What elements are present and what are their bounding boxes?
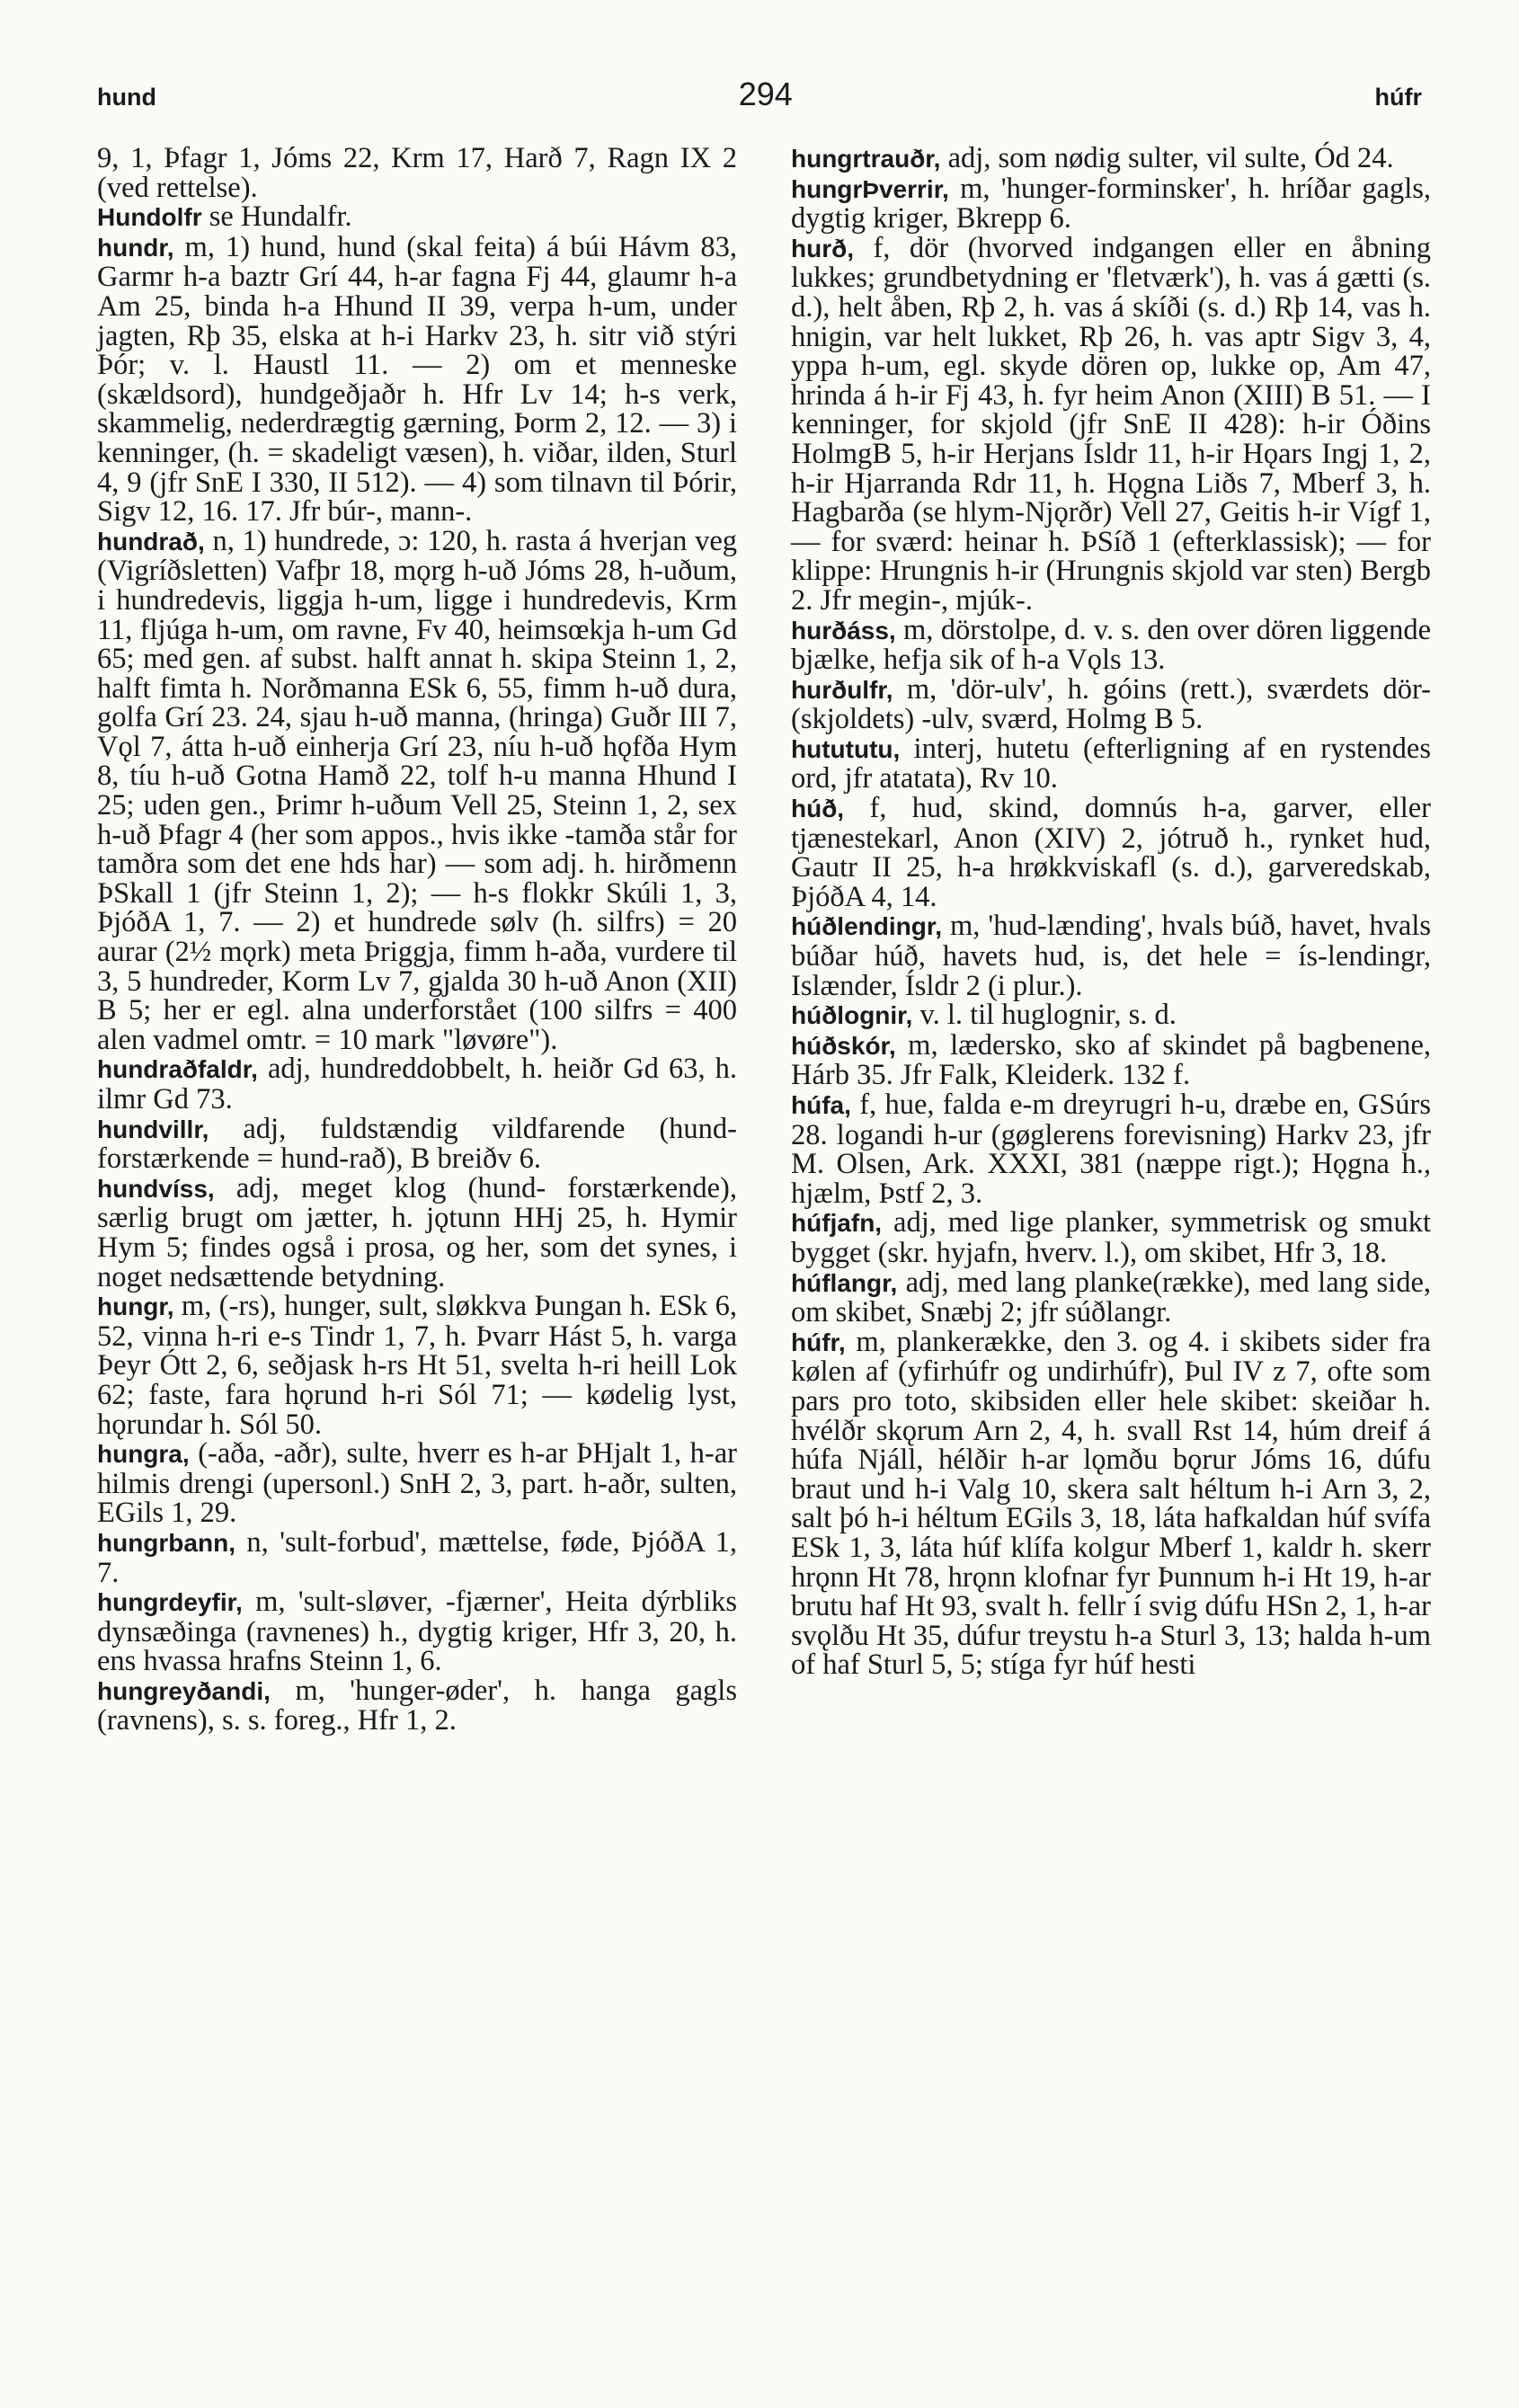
dictionary-entry xyxy=(97,1587,737,1676)
entry-headword: Hundolfr xyxy=(97,203,202,232)
entry-headword: hungrÞverrir, xyxy=(791,174,949,203)
dictionary-entry xyxy=(791,231,1431,617)
entry-headword: hungrtrauðr, xyxy=(791,145,941,173)
entry-headword: hurðáss, xyxy=(791,616,896,644)
dictionary-entry xyxy=(791,144,1431,174)
dictionary-entry xyxy=(97,1171,737,1293)
entry-definition: m, 'hud-lænding', hvals búð, havet, hvals búðar húð, havets hud, is, det hele = ís-lendingr, Islænder, Ísldr 2 (i plur.). xyxy=(791,910,1431,1002)
dictionary-entry xyxy=(97,1112,737,1176)
dictionary-entry xyxy=(791,911,1431,1000)
entry-definition: n, 'sult-forbud', mættelse, føde, ÞjóðA 1, 7. xyxy=(97,1525,737,1589)
dictionary-entry xyxy=(791,613,1431,677)
dictionary-entry xyxy=(791,1000,1431,1031)
entry-headword: hungrbann, xyxy=(97,1528,235,1557)
dictionary-entry xyxy=(97,202,737,233)
dictionary-entry xyxy=(791,1325,1431,1682)
entry-headword: hungr, xyxy=(97,1293,174,1321)
entry-headword: húðlendingr, xyxy=(791,912,942,941)
entry-definition: f, dör (hvorved indgangen eller en åbning lukkes; grundbetydning er 'fletværk'), h. vas á gætti (s. d.), helt åben, Rþ 2, h. vas á skíði (s. d.) Rþ 14, vas h. hnigin, var helt lukket, Rþ 26, h. vas aptr Sigv 3, 4, yppa h-um, egl. skyde dören op, lukke op, Am 47, hrinda á h-ir Fj 43, h. fyr heim Anon (XIII) B 51. — I kenninger, for skjold (jfr SnE II 428): h-ir Óðins HolmgB 5, h-ir Herjans Ísldr 11, h-ir Hǫars Ingj 1, 2, h-ir Hjarranda Rdr 11, h. Hǫgna Liðs 7, Mberf 3, h. Hagbarða (se hlym-Njǫrðr) Vell 27, Geitis h-ir Vígf 1, — for sværd: heinar h. ÞSíð 1 (efterklassisk); — for klippe: Hrungnis h-ir (Hrungnis skjold var sten) Bergb 2. Jfr megin-, mjúk-. xyxy=(791,231,1431,617)
entry-definition: v. l. til huglognir, s. d. xyxy=(912,999,1177,1032)
entry-definition: se Hundalfr. xyxy=(201,200,352,234)
dictionary-entry xyxy=(791,672,1431,736)
entry-definition: adj, meget klog (hund- forstærkende), særlig brugt om jætter, h. jǫtunn HHj 25, h. Hymir Hym 5; findes også i prosa, og her, som det synes, i noget nedsættende betydning. xyxy=(97,1171,737,1293)
dictionary-entry xyxy=(97,1676,737,1736)
dictionary-entry xyxy=(97,1292,737,1439)
entry-definition: m, 'sult-sløver, -fjærner', Heita dýrbliks dynsæðinga (ravnenes) h., dygtig kriger, Hfr 3, 20, h. ens hvassa hrafns Steinn 1, 6. xyxy=(97,1586,737,1678)
entry-definition: m, dörstolpe, d. v. s. den over dören liggende bjælke, hefja sik of h-a Vǫls 13. xyxy=(791,613,1431,677)
dictionary-entry xyxy=(97,1054,737,1114)
entry-definition: adj, hundreddobbelt, h. heiðr Gd 63, h. ilmr Gd 73. xyxy=(97,1053,737,1115)
entry-headword: hungrdeyfir, xyxy=(97,1588,243,1617)
entry-headword: hungra, xyxy=(97,1440,190,1469)
left-guide-word: hund xyxy=(97,84,156,111)
entry-headword: húð, xyxy=(791,795,845,823)
dictionary-entry xyxy=(97,230,737,529)
entry-definition: m, 'dör-ulv', h. góins (rett.), sværdets dör- (skjoldets) -ulv, sværd, Holmg B 5. xyxy=(791,672,1431,736)
entry-definition: adj, med lang planke(række), med lang side, om skibet, Snæbj 2; jfr súðlangr. xyxy=(791,1266,1431,1329)
dictionary-entry xyxy=(97,144,737,202)
entry-definition: adj, som nødig sulter, vil sulte, Ód 24. xyxy=(940,142,1394,174)
dictionary-entry xyxy=(97,524,737,1056)
entry-definition: m, plankerække, den 3. og 4. i skibets sider fra kølen af (yfirhúfr og undirhúfr), Þul IV z 7, ofte som pars pro toto, skibsiden eller hele skibet: skeiðar h. hvélðr skǫrum Arn 2, 4, h. svall Rst 14, húm dreif á húfa Njáll, hélðir h-ar lǫmðu bǫrur Jóms 16, dúfu braut und h-i Valg 10, skera salt héltum h-i Arn 3, 2, salt þó h-i héltum EGils 3, 18, láta hafkaldan húf svífa ESk 1, 3, láta húf klífa kolgur Mberf 1, kaldr h. skerr hrǫnn Ht 78, hrǫnn klofnar fyr Þunnum h-i Ht 19, h-ar brutu haf Ht 93, svalt h. fellr í svig dúfu HSn 2, 1, h-ar svǫlðu Ht 35, dúfur treystu h-a Sturl 3, 13; halda h-um of haf Sturl 5, 5; stíga fyr húf hesti xyxy=(791,1325,1431,1682)
entry-definition: f, hud, skind, domnús h-a, garver, eller tjænestekarl, Anon (XIV) 2, jótruð h., rynket hud, Gautr II 25, h-a hrøkkviskafl (s. d.), garveredskab, ÞjóðA 4, 14. xyxy=(791,792,1431,913)
entry-definition: adj, fuldstændig vildfarende (hund- forstærkende = hund-rað), B breiðv 6. xyxy=(97,1112,737,1176)
entry-headword: húðskór, xyxy=(791,1031,896,1060)
entry-headword: hundr, xyxy=(97,233,174,262)
entry-headword: húfr, xyxy=(791,1328,846,1356)
dictionary-entry xyxy=(791,1090,1431,1208)
dictionary-entry xyxy=(791,794,1431,911)
entry-headword: hundvíss, xyxy=(97,1174,215,1203)
entry-headword: hundvillr, xyxy=(97,1115,209,1143)
entry-headword: húflangr, xyxy=(791,1268,898,1297)
dictionary-entry xyxy=(791,174,1431,234)
entry-definition: (-aða, -aðr), sulte, hverr es h-ar ÞHjalt 1, h-ar hilmis drengi (upersonl.) SnH 2, 3, part. h-aðr, sulten, EGils 1, 29. xyxy=(97,1437,737,1530)
left-column xyxy=(97,144,737,1736)
entry-definition: m, 1) hund, hund (skal feita) á búi Hávm 83, Garmr h-a baztr Grí 44, h-ar fagna Fj 44, glaumr h-a Am 25, binda h-a Hhund II 39, verpa h-um, under jagten, Rþ 35, elska at h-i Harkv 23, h. sitr við stýri Þór; v. l. Haustl 11. — 2) om et menneske (skældsord), hundgeðjaðr h. Hfr Lv 14; h-s verk, skammelig, nederdrægtig gærning, Þorm 2, 12. — 3) i kenninger, (h. = skadeligt væsen), h. viðar, ilden, Sturl 4, 9 (jfr SnE I 330, II 512). — 4) som tilnavn til Þórir, Sigv 12, 16. 17. Jfr búr-, mann-. xyxy=(97,230,737,529)
entry-headword: húfa, xyxy=(791,1091,851,1119)
entry-headword: húðlognir, xyxy=(791,1001,913,1030)
entry-headword: hurð, xyxy=(791,234,854,262)
entry-definition: m, 'hunger-øder', h. hanga gagls (ravnens), s. s. foreg., Hfr 1, 2. xyxy=(97,1674,737,1737)
entry-definition: m, (-rs), hunger, sult, sløkkva Þungan h. ESk 6, 52, vinna h-ri e-s Tindr 1, 7, h. Þvarr Hást 5, h. varga Þeyr Ótt 2, 6, seðjask h-rs Ht 51, svelta h-ri heill Lok 62; faste, fara hǫrund h-ri Sól 71; — kødelig lyst, hǫrundar h. Sól 50. xyxy=(97,1290,737,1441)
entry-headword: húfjafn, xyxy=(791,1209,883,1238)
entry-definition: interj, hutetu (efterligning af en rystendes ord, jfr atatata), Rv 10. xyxy=(791,732,1431,795)
entry-headword: hurðulfr, xyxy=(791,675,893,704)
entry-headword: hungreyðandi, xyxy=(97,1676,271,1705)
running-head xyxy=(97,76,1422,111)
dictionary-entry xyxy=(97,1525,737,1589)
dictionary-entry xyxy=(97,1439,737,1528)
right-column xyxy=(791,144,1431,1680)
entry-definition: adj, med lige planker, symmetrisk og smukt bygget (skr. hyjafn, hverv. l.), om skibet, Hfr 3, 18. xyxy=(791,1206,1431,1269)
entry-definition: m, lædersko, sko af skindet på bagbenene, Hárb 35. Jfr Falk, Kleiderk. 132 f. xyxy=(791,1028,1431,1092)
entry-headword: hutututu, xyxy=(791,734,901,763)
entry-definition: m, 'hunger-forminsker', h. hríðar gagls, dygtig kriger, Bkrepp 6. xyxy=(791,172,1431,235)
right-guide-word: húfr xyxy=(1374,84,1422,111)
dictionary-entry xyxy=(791,734,1431,794)
dictionary-entry xyxy=(791,1268,1431,1328)
entry-definition: f, hue, falda e-m dreyrugri h-u, dræbe en, GSúrs 28. logandi h-ur (gøglerens forevisning) Harkv 23, jfr M. Olsen, Ark. XXXI, 381 (næppe rigt.); Hǫgna h., hjælm, Þstf 2, 3. xyxy=(791,1088,1431,1210)
entry-headword: hundrað, xyxy=(97,527,205,555)
entry-definition: n, 1) hundrede, ɔ: 120, h. rasta á hverjan veg (Vigríðsletten) Vafþr 18, mǫrg h-uð Jóms 28, h-uðum, i hundredevis, liggja h-um, ligge i hundredevis, Krm 11, fljúga h-um, om ravne, Fv 40, heimsœkja h-um Gd 65; med gen. af subst. halft annat h. skipa Steinn 1, 2, halft fimta h. Norðmanna ESk 6, 55, fimm h-uð dura, golfa Grí 23. 24, sjau h-uð manna, (hringa) Guðr III 7, Vǫl 7, átta h-uð einherja Grí 23, níu h-uð hǫfða Hym 8, tíu h-uð Gotna Hamð 22, tolf h-u manna Hhund I 25; uden gen., Þrimr h-uðum Vell 25, Steinn 1, 2, sex h-uð Þfagr 4 (her som appos., hvis ikke -tamða står for tamðra som det ene hds har) — som adj. h. hirðmenn ÞSkall 1 (jfr Steinn 1, 2); — h-s flokkr Skúli 1, 3, ÞjóðA 1, 7. — 2) et hundrede sølv (h. silfrs) = 20 aurar (2½ mǫrk) meta Þriggja, fimm h-aða, vurdere til 3, 5 hundreder, Korm Lv 7, gjalda 30 h-uð Anon (XII) B 5; her er egl. alna underforstået (100 silfrs = 400 alen vadmel omtr. = 10 mark "løvøre"). xyxy=(97,524,737,1056)
entry-definition: 9, 1, Þfagr 1, Jóms 22, Krm 17, Harð 7, Ragn IX 2 (ved rettelse). xyxy=(97,142,737,204)
dictionary-entry xyxy=(791,1028,1431,1092)
dictionary-entry xyxy=(791,1208,1431,1267)
page-number: 294 xyxy=(738,76,793,112)
entry-headword: hundraðfaldr, xyxy=(97,1055,258,1084)
